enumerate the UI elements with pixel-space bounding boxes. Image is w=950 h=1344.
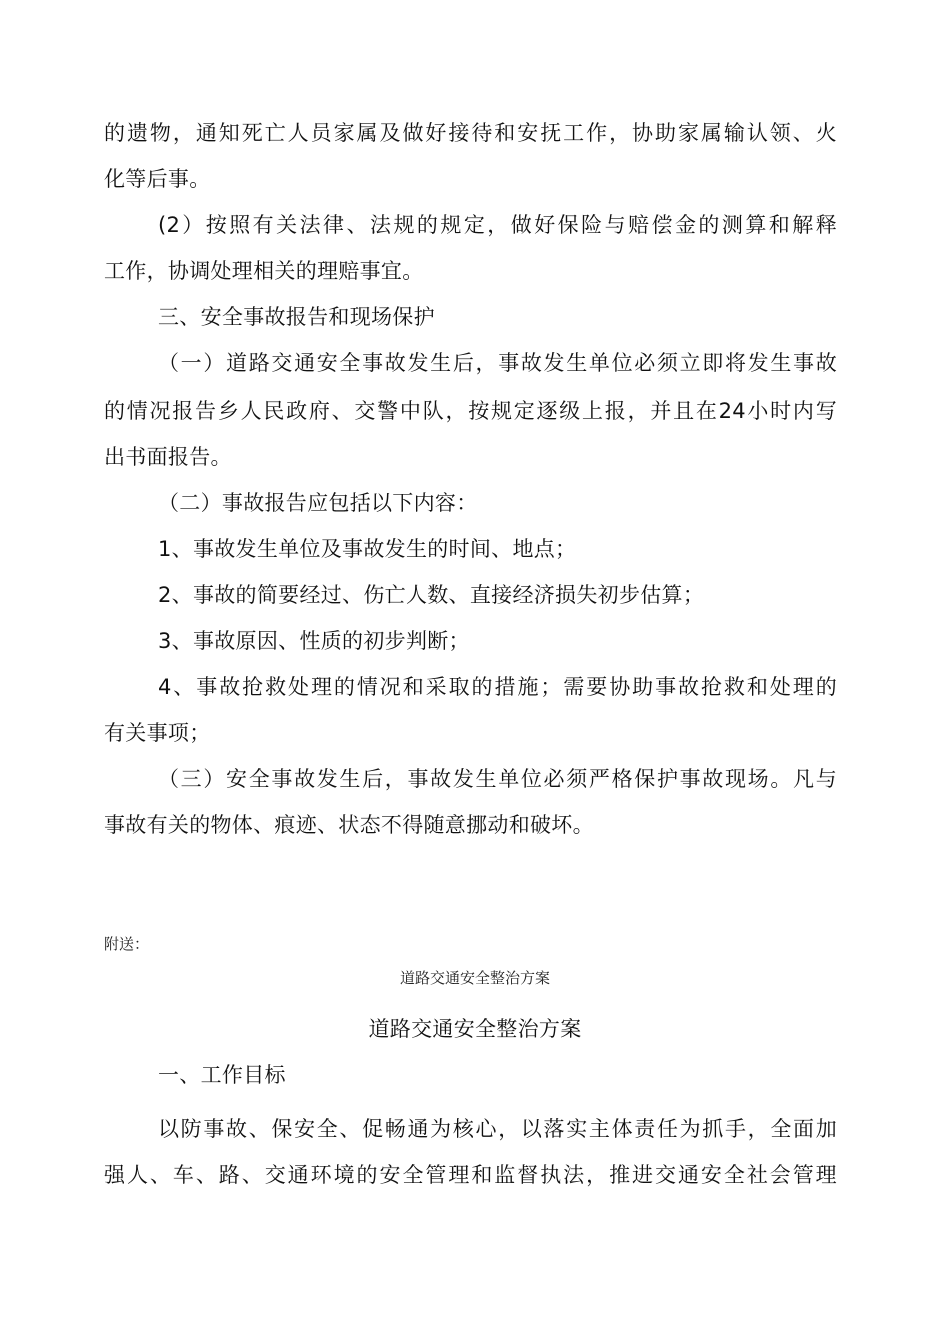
body-line-2: 化等后事。	[104, 167, 211, 191]
list-item-1: 1、事故发生单位及事故发生的时间、地点；	[158, 537, 577, 561]
list-item-2: 2、事故的简要经过、伤亡人数、直接经济损失初步估算；	[158, 583, 705, 607]
body-line-1: 的遗物，通知死亡人员家属及做好接待和安抚工作，协助家属输认领、火	[104, 121, 837, 145]
body-line-8: 出书面报告。	[104, 445, 232, 469]
section-heading-3: 三、安全事故报告和现场保护	[158, 305, 435, 329]
plan-heading-1: 一、工作目标	[158, 1063, 286, 1087]
body-line-4: 工作，协调处理相关的理赔事宜。	[104, 259, 424, 283]
body-line-7: 的情况报告乡人民政府、交警中队，按规定逐级上报，并且在24小时内写	[104, 399, 837, 423]
body-line-15: （三）安全事故发生后，事故发生单位必须严格保护事故现场。凡与	[158, 767, 837, 791]
plan-body-line-2: 强人、车、路、交通环境的安全管理和监督执法，推进交通安全社会管理	[104, 1163, 837, 1187]
plan-body-line-1: 以防事故、保安全、促畅通为核心，以落实主体责任为抓手，全面加	[158, 1117, 837, 1141]
attachment-title-small: 道路交通安全整治方案	[399, 969, 550, 987]
body-line-9: （二）事故报告应包括以下内容：	[158, 491, 478, 515]
body-line-6: （一）道路交通安全事故发生后，事故发生单位必须立即将发生事故	[158, 351, 837, 375]
body-line-3: (2）按照有关法律、法规的规定，做好保险与赔偿金的测算和解释	[158, 213, 837, 237]
attachment-label: 附送：	[104, 935, 150, 953]
body-line-16: 事故有关的物体、痕迹、状态不得随意挪动和破坏。	[104, 813, 594, 837]
list-item-4: 4、事故抢救处理的情况和采取的措施；需要协助事故抢救和处理的	[158, 675, 837, 699]
list-item-3: 3、事故原因、性质的初步判断；	[158, 629, 470, 653]
plan-title: 道路交通安全整治方案	[368, 1017, 582, 1041]
list-item-4-cont: 有关事项；	[104, 721, 211, 745]
